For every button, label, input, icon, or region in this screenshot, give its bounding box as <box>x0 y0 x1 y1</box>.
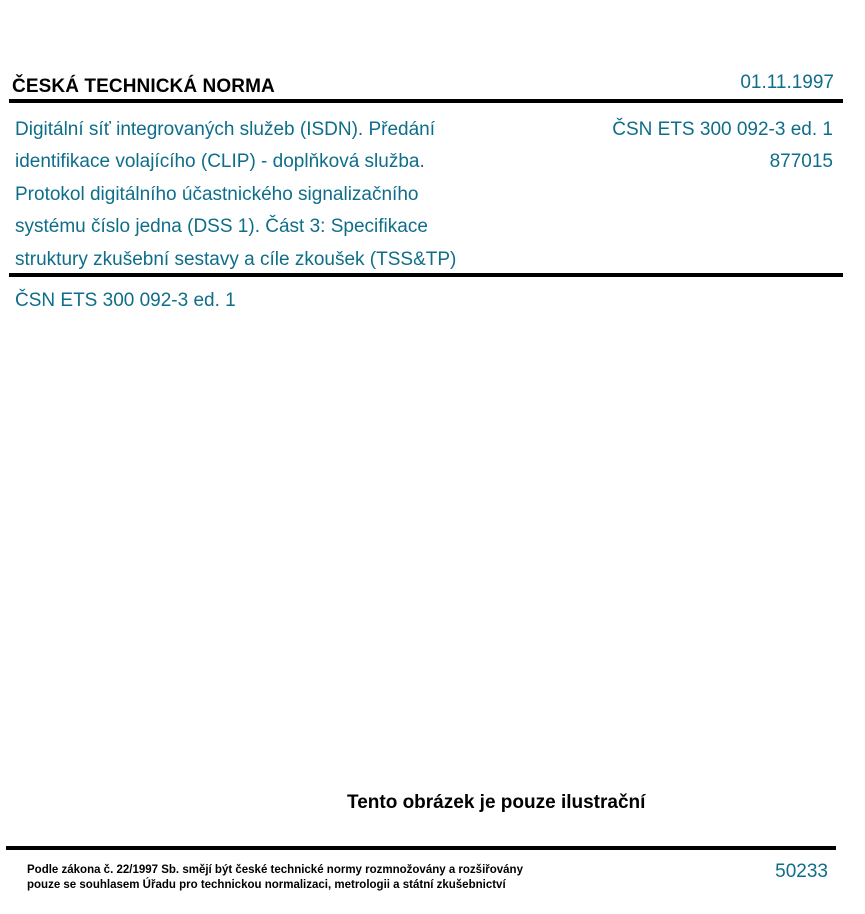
bottom-divider <box>6 846 836 850</box>
standard-title <box>15 114 555 276</box>
title-line: Protokol digitálního účastnického signalizačního <box>15 183 419 205</box>
publication-date: 01.11.1997 <box>740 72 834 93</box>
legal-line: pouze se souhlasem Úřadu pro technickou normalizaci, metrologii a státní zkušebnictví <box>27 879 506 891</box>
legal-notice <box>27 863 523 893</box>
title-line: Digitální síť integrovaných služeb (ISDN). Předání <box>15 119 436 140</box>
sub-designation: ČSN ETS 300 092-3 ed. 1 <box>15 290 236 311</box>
standard-designation: ČSN ETS 300 092-3 ed. 1 <box>612 119 833 140</box>
title-line: struktury zkušební sestavy a cíle zkoušek (TSS&TP) <box>15 248 457 270</box>
middle-divider <box>9 273 843 277</box>
title-line: identifikace volajícího (CLIP) - doplňková služba. <box>15 151 425 173</box>
illustration-note: Tento obrázek je pouze ilustrační <box>347 792 646 813</box>
catalog-number: 50233 <box>775 861 828 882</box>
title-line: systému číslo jedna (DSS 1). Část 3: Specifikace <box>15 216 428 238</box>
top-divider <box>9 99 843 103</box>
standard-designation-block <box>612 114 833 179</box>
legal-line: Podle zákona č. 22/1997 Sb. smějí být české technické normy rozmnožovány a rozšiřovány <box>27 864 523 876</box>
norm-label: ČESKÁ TECHNICKÁ NORMA <box>12 76 275 97</box>
classification-code: 877015 <box>769 151 833 173</box>
